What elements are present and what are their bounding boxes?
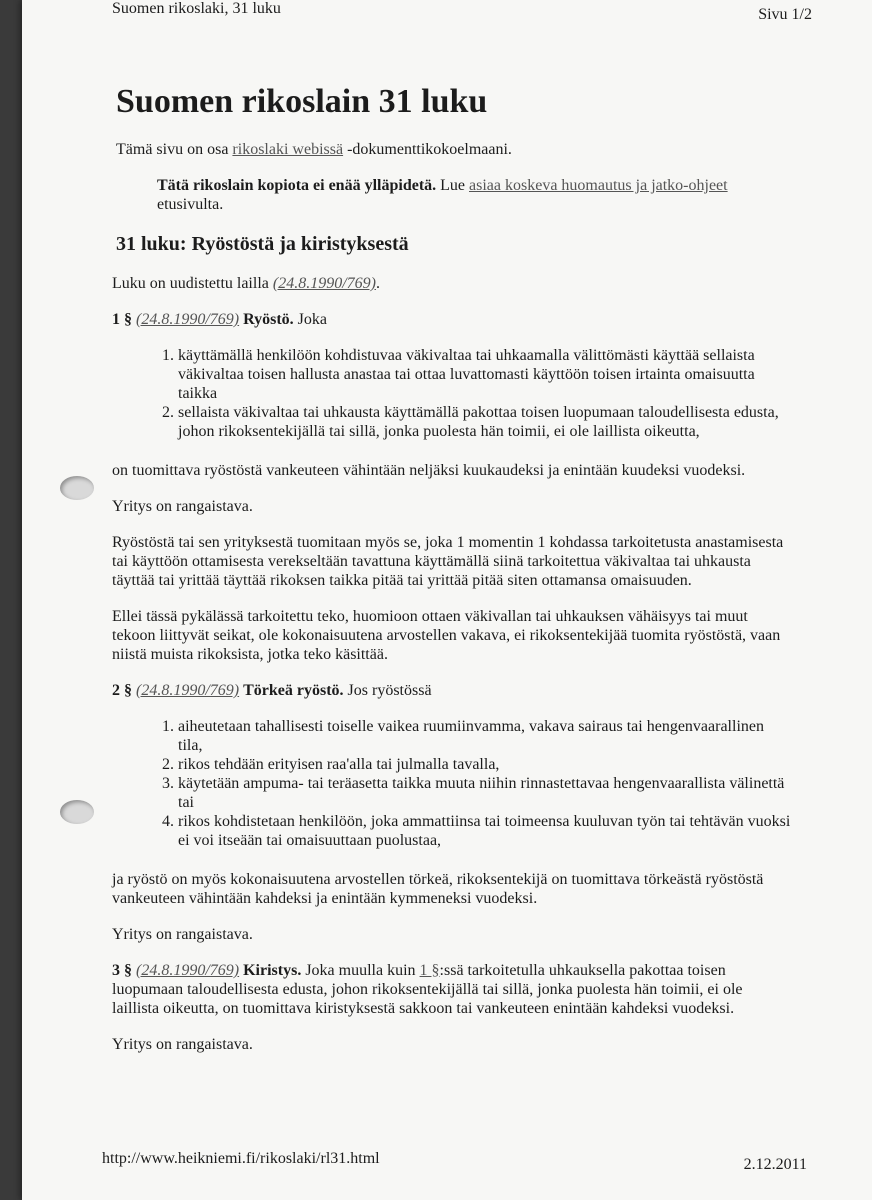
paragraph: ja ryöstö on myös kokonaisuutena arvostellen törkeä, rikoksentekijä on tuomittava törkeästä ryöstöstä vankeuteen vähintään kahdeksi ja enintään kymmeneksi vuodeksi.: [112, 871, 764, 907]
section-1-list: [112, 346, 792, 441]
section-text: :ssä tarkoitetulla uhkauksella pakottaa toisen luopumaan taloudellisesta edusta, johon rikoksentekijällä tai sillä, jonka puolesta hän toimii, ei ole laillista oikeutta, on tuomittava kiristyksestä sakkoon tai vankeuteen enintään kahdeksi vuodeksi.: [112, 962, 743, 1017]
section-lead: Joka: [293, 311, 327, 328]
law-ref-link[interactable]: (24.8.1990/769): [136, 962, 240, 979]
section-number: 2 §: [112, 682, 132, 699]
law-ref-link[interactable]: (24.8.1990/769): [272, 275, 376, 292]
page-content: [112, 82, 792, 1071]
print-header-page: Sivu 1/2: [758, 6, 812, 23]
maintenance-note: [157, 176, 747, 214]
note-text: Lue: [436, 177, 470, 194]
section-title: Kiristys.: [243, 962, 302, 979]
section-2-list: [112, 717, 792, 850]
section-lead: Jos ryöstössä: [343, 682, 432, 699]
note-bold: Tätä rikoslain kopiota ei enää ylläpidetä.: [157, 177, 437, 194]
document-page: [22, 0, 872, 1200]
intro-text-end: -dokumenttikokoelmaani.: [343, 141, 512, 158]
section-2-heading: [112, 681, 792, 700]
list-item: 1. aiheutetaan tahallisesti toiselle vaikea ruumiinvamma, vakava sairaus tai hengenvaarallinen tila,: [178, 717, 792, 755]
rikoslaki-link[interactable]: rikoslaki webissä: [232, 141, 344, 158]
note-text-end: etusivulta.: [157, 196, 224, 213]
paragraph: Ellei tässä pykälässä tarkoitettu teko, huomioon ottaen väkivallan tai uhkauksen vähäisyys tai muut tekoon liittyvät seikat, ole kokonaisuutena arvostellen vakava, ei rikoksentekijää tuomita ryöstöstä, vaan niistä muista rikoksista, jotka teko käsittää.: [112, 608, 781, 663]
renewed-text: Luku on uudistettu lailla: [112, 275, 273, 292]
punch-hole: [60, 800, 94, 824]
list-item: 2. sellaista väkivaltaa tai uhkausta käyttämällä pakottaa toisen luopumaan taloudellisesta edusta, johon rikoksentekijällä tai sillä, jonka puolesta hän toimii, ei ole laillista oikeutta,: [178, 403, 792, 441]
law-ref-link[interactable]: (24.8.1990/769): [136, 682, 240, 699]
law-ref-link[interactable]: (24.8.1990/769): [136, 311, 240, 328]
section-1-heading: [112, 310, 792, 329]
chapter-heading: 31 luku: Ryöstöstä ja kiristyksestä: [116, 233, 409, 255]
section-title: Ryöstö.: [243, 311, 294, 328]
renewed-end: .: [375, 275, 380, 292]
section-number: 3 §: [112, 962, 132, 979]
list-item: 2. rikos tehdään erityisen raa'alla tai julmalla tavalla,: [178, 755, 792, 774]
list-item: 4. rikos kohdistetaan henkilöön, joka ammattiinsa tai toimeensa kuuluvan työn tai tehtävän vuoksi ei voi itseään tai omaisuuttaan puolustaa,: [178, 812, 792, 850]
print-header-title: Suomen rikoslaki, 31 luku: [112, 0, 281, 17]
section-number: 1 §: [112, 311, 132, 328]
paragraph: Yritys on rangaistava.: [112, 498, 253, 515]
intro-paragraph: [116, 140, 792, 159]
paragraph: Yritys on rangaistava.: [112, 1036, 253, 1053]
print-footer-date: 2.12.2011: [743, 1156, 807, 1173]
section-3-paragraph: [112, 961, 792, 1018]
paragraph: on tuomittava ryöstöstä vankeuteen vähintään neljäksi kuukaudeksi ja enintään kuudeksi vuodeksi.: [112, 462, 746, 479]
section-title: Törkeä ryöstö.: [243, 682, 344, 699]
punch-hole: [60, 476, 94, 500]
print-footer-url: http://www.heikniemi.fi/rikoslaki/rl31.html: [102, 1150, 380, 1167]
section-text: Joka muulla kuin: [301, 962, 420, 979]
paragraph: Yritys on rangaistava.: [112, 926, 253, 943]
page-title: Suomen rikoslain 31 luku: [116, 83, 488, 120]
renewed-paragraph: [112, 274, 792, 293]
notice-link[interactable]: asiaa koskeva huomautus ja jatko-ohjeet: [469, 177, 728, 194]
intro-text: Tämä sivu on osa: [116, 141, 233, 158]
list-item: 1. käyttämällä henkilöön kohdistuvaa väkivaltaa tai uhkaamalla välittömästi käyttää sellaista väkivaltaa toisen hallusta anastaa tai ottaa luvattomasti käyttöön toisen irtainta omaisuutta taikka: [178, 346, 792, 403]
list-item: 3. käytetään ampuma- tai teräasetta taikka muuta niihin rinnastettavaa hengenvaarallista välinettä tai: [178, 774, 792, 812]
section-1-link[interactable]: 1 §: [419, 962, 440, 979]
paragraph: Ryöstöstä tai sen yrityksestä tuomitaan myös se, joka 1 momentin 1 kohdassa tarkoitetusta anastamisesta tai käyttöön ottamisesta verekseltään tavattuna käyttämällä siinä tarkoitettua väkivaltaa tai uhkausta täyttää tai yrittää täyttää rikoksen taikka pitää tai yrittää pitää siten ottamansa omaisuuden.: [112, 534, 784, 589]
